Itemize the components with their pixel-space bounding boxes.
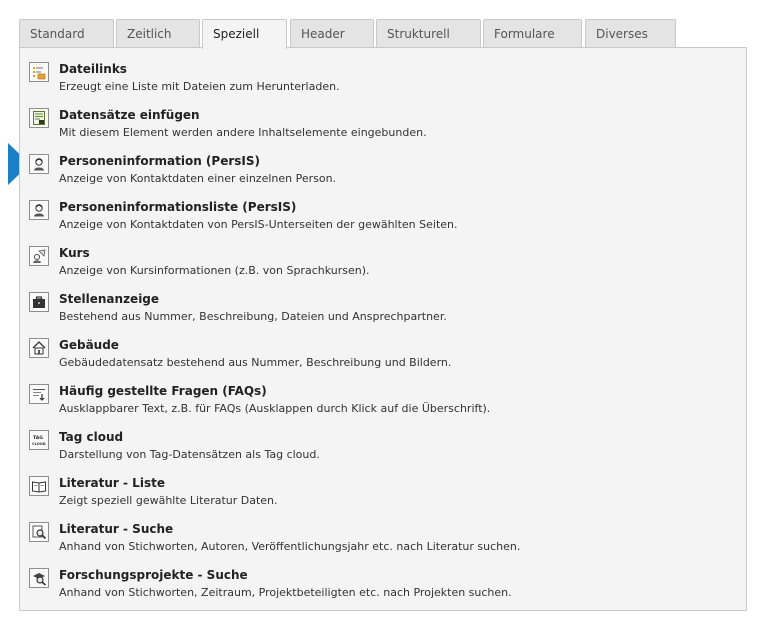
item-title: Personeninformationsliste (PersIS) [59, 200, 297, 214]
tab-formulare[interactable]: Formulare [483, 19, 582, 47]
item-description: Anzeige von Kursinformationen (z.B. von Sprachkursen). [59, 264, 370, 277]
tab-standard[interactable]: Standard [19, 19, 114, 47]
course-icon [29, 246, 49, 266]
insert-records-icon [29, 108, 49, 128]
list-item-forschungsprojekte-suche[interactable] [29, 566, 729, 606]
tab-zeitlich[interactable]: Zeitlich [116, 19, 200, 47]
item-description: Bestehend aus Nummer, Beschreibung, Dateien und Ansprechpartner. [59, 310, 447, 323]
person-info-icon [29, 154, 49, 174]
list-item-personeninformation[interactable] [29, 152, 729, 192]
item-title: Häufig gestellte Fragen (FAQs) [59, 384, 267, 398]
list-item-personeninformationsliste[interactable] [29, 198, 729, 238]
list-item-literatur-liste[interactable] [29, 474, 729, 514]
book-icon [29, 476, 49, 496]
item-title: Literatur - Liste [59, 476, 165, 490]
item-description: Zeigt speziell gewählte Literatur Daten. [59, 494, 278, 507]
item-description: Anhand von Stichworten, Zeitraum, Projektbeteiligten etc. nach Projekten suchen. [59, 586, 512, 599]
research-search-icon [29, 568, 49, 588]
briefcase-icon [29, 292, 49, 312]
person-list-icon [29, 200, 49, 220]
item-title: Literatur - Suche [59, 522, 174, 536]
item-description: Erzeugt eine Liste mit Dateien zum Herunterladen. [59, 80, 340, 93]
item-description: Darstellung von Tag-Datensätzen als Tag cloud. [59, 448, 320, 461]
tab-strukturell[interactable]: Strukturell [376, 19, 481, 47]
svg-text:TAG: TAG [33, 436, 43, 441]
list-item-kurs[interactable] [29, 244, 729, 284]
list-item-stellenanzeige[interactable] [29, 290, 729, 330]
list-item-tag-cloud[interactable] [29, 428, 729, 468]
item-title: Forschungsprojekte - Suche [59, 568, 248, 582]
item-title: Gebäude [59, 338, 119, 352]
tab-speziell[interactable]: Speziell [202, 19, 287, 49]
item-description: Anzeige von Kontaktdaten von PersIS-Unterseiten der gewählten Seiten. [59, 218, 458, 231]
list-item-literatur-suche[interactable] [29, 520, 729, 560]
item-description: Gebäudedatensatz bestehend aus Nummer, Beschreibung und Bildern. [59, 356, 452, 369]
item-description: Mit diesem Element werden andere Inhaltselemente eingebunden. [59, 126, 427, 139]
list-item-datensaetze-einfuegen[interactable] [29, 106, 729, 146]
literature-search-icon [29, 522, 49, 542]
item-description: Anhand von Stichworten, Autoren, Veröffentlichungsjahr etc. nach Literatur suchen. [59, 540, 521, 553]
tab-diverses[interactable]: Diverses [585, 19, 676, 47]
item-title: Personeninformation (PersIS) [59, 154, 260, 168]
item-title: Kurs [59, 246, 90, 260]
item-title: Tag cloud [59, 430, 124, 444]
content-element-panel [19, 47, 747, 611]
tag-cloud-icon [29, 430, 49, 450]
item-description: Anzeige von Kontaktdaten einer einzelnen Person. [59, 172, 337, 185]
building-icon [29, 338, 49, 358]
item-title: Dateilinks [59, 62, 127, 76]
tab-bar [19, 19, 747, 48]
svg-text:CLOUD: CLOUD [32, 442, 46, 446]
faq-icon [29, 384, 49, 404]
item-title: Datensätze einfügen [59, 108, 200, 122]
tab-header[interactable]: Header [290, 19, 374, 47]
list-item-dateilinks[interactable] [29, 60, 729, 100]
list-item-gebaeude[interactable] [29, 336, 729, 376]
list-item-faq[interactable] [29, 382, 729, 422]
item-title: Stellenanzeige [59, 292, 160, 306]
item-description: Ausklappbarer Text, z.B. für FAQs (Ausklappen durch Klick auf die Überschrift). [59, 402, 491, 415]
file-list-icon [29, 62, 49, 82]
